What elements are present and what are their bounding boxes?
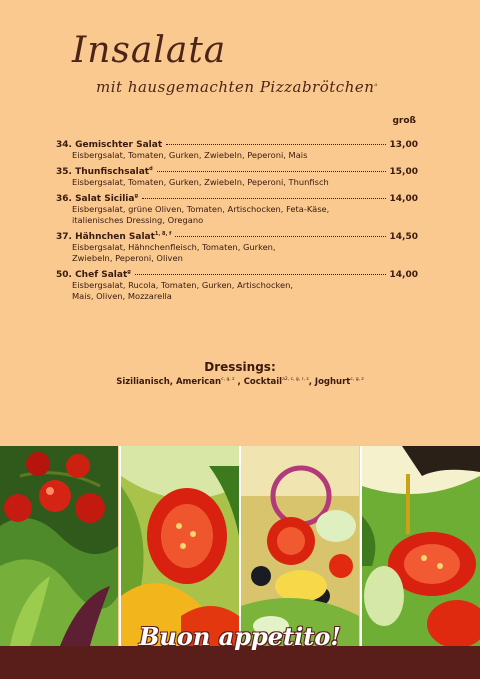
item-description: Eisbergsalat, Tomaten, Gurken, Zwiebeln, Peperoni, Thunfisch bbox=[72, 177, 329, 187]
item-price: 14,00 bbox=[389, 194, 418, 204]
item-description: Eisbergsalat, Hähnchenfleisch, Tomaten, Gurken, Zwiebeln, Peperoni, Oliven bbox=[72, 242, 276, 263]
dressings-heading: Dressings: bbox=[204, 360, 276, 374]
item-description: Eisbergsalat, grüne Oliven, Tomaten, Artischocken, Feta-Käse, italienisches Dressing, Oregano bbox=[72, 204, 330, 225]
leader-dots bbox=[157, 171, 386, 172]
dressings-list: Sizilianisch, American$^{c, g, z}$ , Cocktail$^{a2, c, g, r, z}$, Joghurt$^{c, g, z}$ bbox=[116, 377, 364, 387]
page-title: Insalata bbox=[72, 30, 227, 71]
item-name: 37. Hähnchen Salat$^{1, 8, f}$ bbox=[56, 231, 172, 242]
oil-pour-salad-photo bbox=[362, 446, 480, 646]
salad-photo-strip bbox=[0, 446, 480, 646]
page-subtitle bbox=[96, 78, 378, 96]
salad-menu-list bbox=[56, 139, 418, 307]
tomato-vine-photo bbox=[0, 446, 121, 646]
footer-slogan: Buon appetito! bbox=[139, 622, 341, 651]
item-description: Eisbergsalat, Rucola, Tomaten, Gurken, Artischocken, Mais, Oliven, Mozzarella bbox=[72, 280, 294, 301]
leader-dots bbox=[175, 236, 385, 237]
item-name: 50. Chef Salat$^g$ bbox=[56, 269, 131, 280]
leader-dots bbox=[142, 198, 385, 199]
item-price: 15,00 bbox=[389, 167, 418, 177]
item-description: Eisbergsalat, Tomaten, Gurken, Zwiebeln, Peperoni, Mais bbox=[72, 150, 308, 160]
item-price: 14,50 bbox=[389, 232, 418, 242]
leader-dots bbox=[135, 274, 386, 275]
item-price: 14,00 bbox=[389, 270, 418, 280]
menu-item bbox=[56, 269, 418, 302]
leader-dots bbox=[166, 144, 385, 145]
mixed-salad-photo bbox=[241, 446, 362, 646]
item-name: 35. Thunfischsalat$^d$ bbox=[56, 166, 153, 177]
item-price: 13,00 bbox=[389, 140, 418, 150]
item-name: 36. Salat Sicilia$^g$ bbox=[56, 193, 139, 204]
item-name: 34. Gemischter Salat bbox=[56, 140, 163, 150]
subtitle-text: mit hausgemachten Pizzabrötchen bbox=[96, 78, 375, 96]
size-column-header: groß bbox=[392, 116, 416, 126]
subtitle-allergen-note: a bbox=[374, 82, 378, 88]
menu-item bbox=[56, 139, 418, 161]
menu-item bbox=[56, 193, 418, 226]
tomato-salad-photo bbox=[121, 446, 242, 646]
menu-item bbox=[56, 166, 418, 188]
menu-item bbox=[56, 231, 418, 264]
